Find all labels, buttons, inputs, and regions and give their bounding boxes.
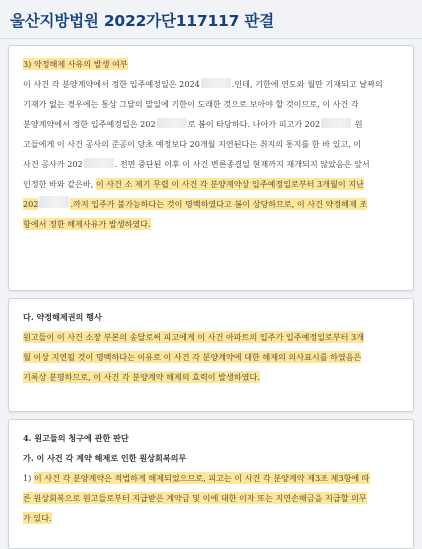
- section-heading-text: 3) 약정해제 사유의 발생 여부: [23, 59, 128, 69]
- highlighted-text: 이 사건 각 분양계약은 적법하게 해제되었으므로, 피고는 이 사건 각 분양계약 제3조 제3항에 따: [33, 473, 370, 483]
- text-run: 고들에게 이 사건 공사의 준공이 당초 예정보다 20개월 지연된다는 취지의 통지를 한 바 있고, 이: [23, 139, 362, 149]
- paragraph: [23, 327, 403, 387]
- section-heading: 다. 약정해제권의 행사: [23, 312, 102, 322]
- highlighted-text: 른 원상회복으로 원고들로부터 지급받은 계약금 및 이에 대한 이자 또는 지연손해금을 지급할 의무: [23, 493, 367, 503]
- paragraph: [23, 468, 403, 528]
- text-run: . 전면 중단된 이후 이 사건 변론종결일 현재까지 재개되지 않았음은 앞서: [114, 159, 370, 169]
- section-heading: 4. 원고들의 청구에 관한 판단: [23, 433, 129, 443]
- redacted-text: [84, 158, 114, 168]
- section-card-termination-exercise: [8, 298, 414, 412]
- highlighted-text: 항에서 정한 해제사유가 발생하였다.: [23, 219, 151, 229]
- text-run: 기재가 없는 경우에는 통상 그달의 말일에 기한이 도래한 것으로 보아야 할 것이므로, 이 사건 각: [23, 99, 359, 109]
- text-line: [23, 94, 403, 114]
- highlighted-text: 이 사건 소 제기 무렵 이 사건 각 분양계약상 입주예정일로부터 3개월이 지난: [95, 179, 364, 189]
- text-run: .인데, 기한에 연도와 월만 기재되고 날짜의: [231, 79, 383, 89]
- text-line: [23, 174, 403, 194]
- highlighted-text: 기록상 분명하므로, 이 사건 각 분양계약 해제의 효력이 발생하였다.: [23, 372, 260, 382]
- text-run: 이 사건 각 분양계약에서 정한 입주예정일은 2024: [23, 79, 200, 89]
- text-line: [23, 488, 403, 508]
- redacted-text: [201, 78, 231, 88]
- redacted-text: [321, 118, 351, 128]
- text-run: 1): [23, 473, 34, 483]
- section-card-termination-cause: [8, 45, 414, 291]
- text-run: 인정한 바와 같은바,: [23, 179, 96, 189]
- text-line: [23, 508, 403, 528]
- text-line: [23, 214, 403, 234]
- highlighted-text: 202: [23, 199, 39, 209]
- page-title: 울산지방법원 2022가단117117 판결: [10, 12, 274, 30]
- redacted-text: [39, 196, 69, 208]
- paragraph: [23, 74, 403, 234]
- text-line: [23, 154, 403, 174]
- text-line: [23, 367, 403, 387]
- text-run: 로 봄이 타당하다. 나아가 피고가 202: [187, 119, 321, 129]
- section-card-claims: [8, 419, 414, 549]
- redacted-text: [157, 118, 187, 128]
- text-line: [23, 327, 403, 347]
- text-line: [23, 468, 403, 488]
- title-divider: [0, 38, 422, 39]
- text-run: 사건 공사가 202: [23, 159, 83, 169]
- text-run: 분양계약에서 정한 입주예정일은 202: [23, 119, 156, 129]
- highlighted-text: 원고들이 이 사건 소장 부본의 송달로써 피고에게 이 사건 아파트의 입주가 입주예정일로부터 3개: [23, 332, 364, 342]
- section-heading: [23, 54, 403, 74]
- text-line: [23, 74, 403, 94]
- text-line: [23, 347, 403, 367]
- highlighted-text: 월 이상 지연될 것이 명백하다는 이유로 이 사건 각 분양계약에 대한 해제의 의사표시를 하였음은: [23, 352, 362, 362]
- text-line: [23, 134, 403, 154]
- highlighted-text: 가 있다.: [23, 513, 52, 523]
- highlighted-text: .까지 입주가 불가능하다는 것이 명백하였다고 봄이 상당하므로, 이 사건 약정해제 조: [70, 199, 368, 209]
- text-run: 원: [352, 119, 363, 129]
- text-line: [23, 114, 403, 134]
- section-subheading: 가. 이 사건 각 계약 해제로 인한 원상회복의무: [23, 453, 187, 463]
- text-line: [23, 194, 403, 214]
